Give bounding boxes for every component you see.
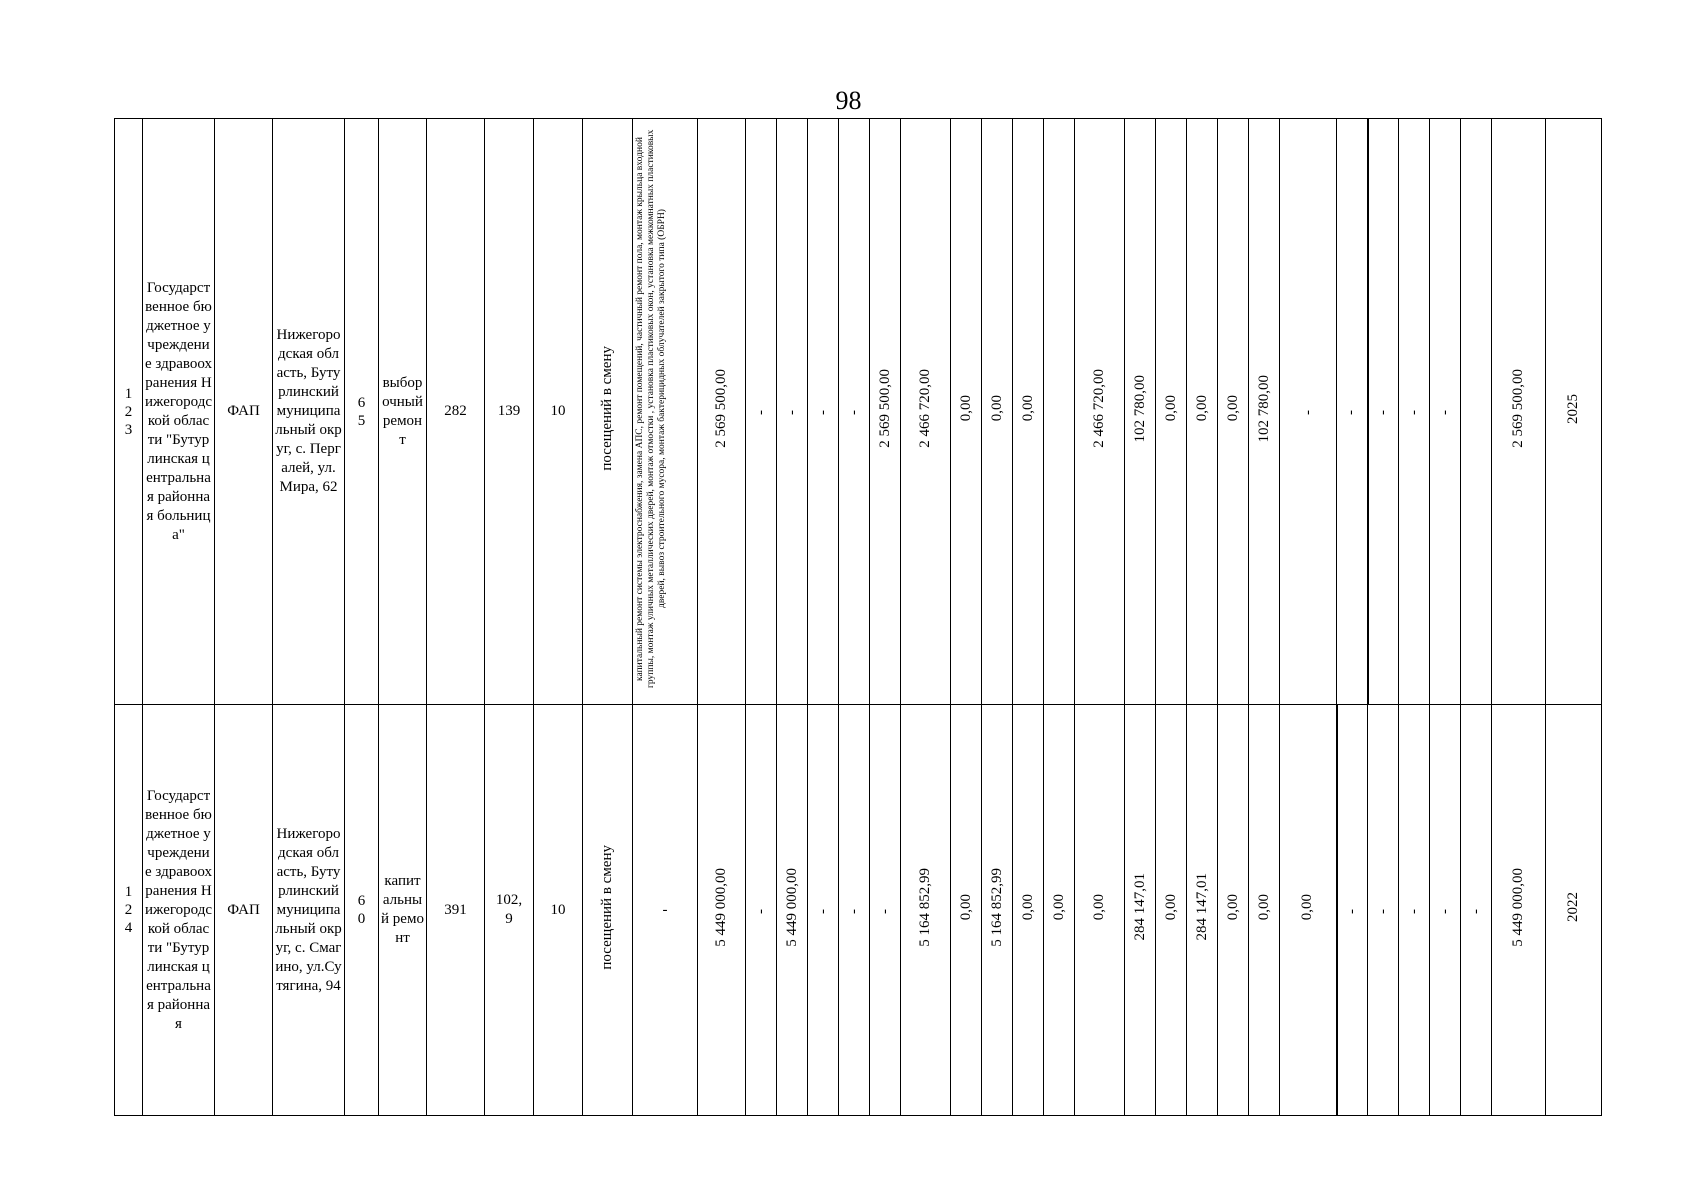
value-cell: - xyxy=(1399,705,1430,1116)
data-table xyxy=(114,118,1602,1116)
value-cell: - xyxy=(1399,119,1430,705)
value-cell: 2 569 500,00 xyxy=(870,119,901,705)
value-cell: 0,00 xyxy=(1156,705,1187,1116)
facility-type-cell: ФАП xyxy=(215,705,273,1116)
value-cell: 0,00 xyxy=(1280,705,1337,1116)
value-cell: - xyxy=(808,119,839,705)
value-cell: 2 466 720,00 xyxy=(1075,119,1125,705)
capacity-unit-cell: посещений в смену xyxy=(583,119,633,705)
value-cell: 5 164 852,99 xyxy=(901,705,951,1116)
address-cell: Нижегородская область, Бутурлинский муниципальный округ, с. Смагино, ул.Сутягина, 94 xyxy=(273,705,345,1116)
value-cell: 0,00 xyxy=(951,119,982,705)
value-cell: - xyxy=(839,705,870,1116)
table-row xyxy=(115,119,1602,705)
value-cell: - xyxy=(746,119,777,705)
value-cell: - xyxy=(1280,119,1337,705)
value-cell: 0,00 xyxy=(1218,119,1249,705)
value-cell: 5 449 000,00 xyxy=(1492,705,1546,1116)
cell-col8: 102,9 xyxy=(485,705,534,1116)
value-cell: 0,00 xyxy=(982,119,1013,705)
value-cell: - xyxy=(1368,119,1399,705)
value-cell: 0,00 xyxy=(1075,705,1125,1116)
work-type-cell: выборочный ремонт xyxy=(379,119,427,705)
cell-col9: 10 xyxy=(534,119,583,705)
cell-col5: 60 xyxy=(345,705,379,1116)
value-cell: 0,00 xyxy=(1044,705,1075,1116)
value-cell: 284 147,01 xyxy=(1187,705,1218,1116)
institution-cell: Государственное бюджетное учреждение здравоохранения Нижегородской области "Бутурлинская центральная районная больница" xyxy=(143,119,215,705)
value-cell: 5 164 852,99 xyxy=(982,705,1013,1116)
value-cell: 0,00 xyxy=(1249,705,1280,1116)
page-number: 98 xyxy=(835,86,862,115)
value-cell: - xyxy=(1337,119,1368,705)
value-cell: - xyxy=(839,119,870,705)
cell-col9: 10 xyxy=(534,705,583,1116)
value-cell: - xyxy=(1461,705,1492,1116)
value-cell: 5 449 000,00 xyxy=(698,705,746,1116)
row-number: 123 xyxy=(115,119,143,705)
value-cell: 2 569 500,00 xyxy=(698,119,746,705)
value-cell: 0,00 xyxy=(1218,705,1249,1116)
cell-col7: 282 xyxy=(427,119,485,705)
value-cell: 0,00 xyxy=(951,705,982,1116)
year-cell: 2022 xyxy=(1546,705,1602,1116)
year-cell: 2025 xyxy=(1546,119,1602,705)
value-cell: 5 449 000,00 xyxy=(777,705,808,1116)
cell-col5: 65 xyxy=(345,119,379,705)
value-cell: 2 569 500,00 xyxy=(1492,119,1546,705)
capacity-unit-cell: посещений в смену xyxy=(583,705,633,1116)
cell-col8: 139 xyxy=(485,119,534,705)
cell-col7: 391 xyxy=(427,705,485,1116)
value-cell: 0,00 xyxy=(1013,119,1044,705)
row-number: 124 xyxy=(115,705,143,1116)
work-description-cell: капитальный ремонт системы электроснабжения, замена АПС, ремонт помещений, частичный ремонт пола, монтаж крыльца входной группы, монтаж уличных металлических дверей, монтаж отмостки , установка пластиковых окон, установка межкомнатных пластиковых дверей, вывоз строительного мусора, монтаж бактерицидных облучателей закрытого типа (ОБРН) xyxy=(633,119,698,705)
value-cell: 102 780,00 xyxy=(1249,119,1280,705)
value-cell: - xyxy=(1430,705,1461,1116)
value-cell xyxy=(1044,119,1075,705)
value-cell: - xyxy=(1430,119,1461,705)
institution-cell: Государственное бюджетное учреждение здравоохранения Нижегородской области "Бутурлинская центральная районная xyxy=(143,705,215,1116)
value-cell: - xyxy=(870,705,901,1116)
value-cell: 0,00 xyxy=(1013,705,1044,1116)
value-cell: 0,00 xyxy=(1187,119,1218,705)
value-cell: 102 780,00 xyxy=(1125,119,1156,705)
value-cell: 0,00 xyxy=(1156,119,1187,705)
value-cell: - xyxy=(1337,705,1368,1116)
value-cell: - xyxy=(746,705,777,1116)
value-cell: 2 466 720,00 xyxy=(901,119,951,705)
value-cell: 284 147,01 xyxy=(1125,705,1156,1116)
address-cell: Нижегородская область, Бутурлинский муниципальный округ, с. Пергалей, ул.Мира, 62 xyxy=(273,119,345,705)
table-row xyxy=(115,705,1602,1116)
facility-type-cell: ФАП xyxy=(215,119,273,705)
value-cell: - xyxy=(777,119,808,705)
work-type-cell: капитальный ремонт xyxy=(379,705,427,1116)
value-cell: - xyxy=(1368,705,1399,1116)
work-description-cell: - xyxy=(633,705,698,1116)
value-cell xyxy=(1461,119,1492,705)
value-cell: - xyxy=(808,705,839,1116)
